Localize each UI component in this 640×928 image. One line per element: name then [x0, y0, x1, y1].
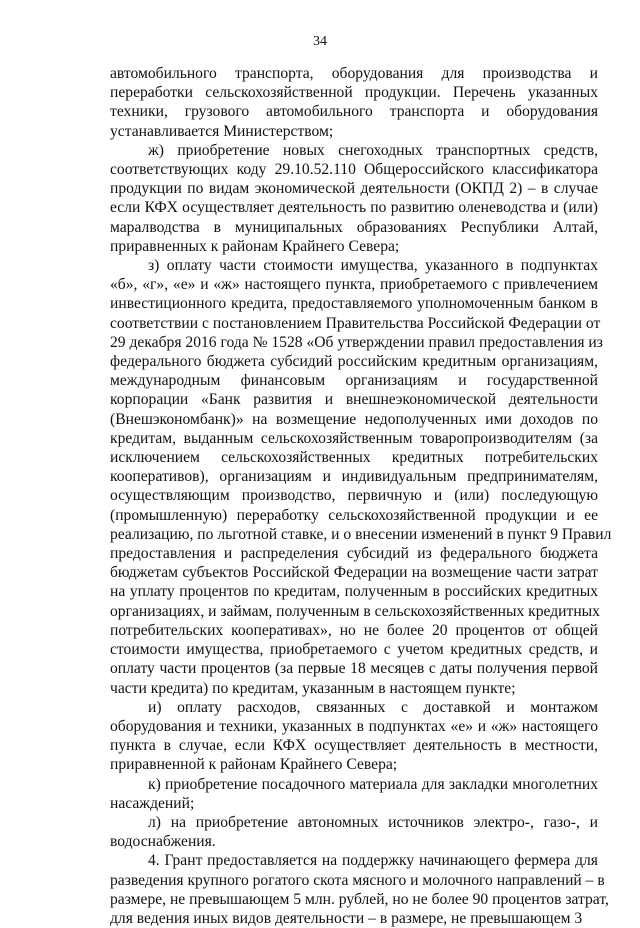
text-line: оборудования и техники, указанных в подпунктах «е» и «ж» настоящего [110, 717, 598, 735]
text-line: ж) приобретение новых снегоходных транспортных средств, [148, 141, 598, 159]
paragraph [110, 851, 609, 928]
text-line: для ведения иных видов деятельности – в размере, не превышающем 3 [110, 909, 583, 927]
text-line: техники, грузового автомобильного транспорта и оборудования [110, 103, 598, 121]
text-line: 29 декабря 2016 года № 1528 «Об утверждении правил предоставления из [110, 333, 603, 351]
document-body [110, 64, 612, 928]
paragraph [110, 64, 598, 141]
text-line: разведения крупного рогатого скота мясного и молочного направлений – в [110, 871, 605, 889]
text-line: (промышленную) переработку сельскохозяйственной продукции и ее [110, 506, 598, 524]
text-line: на уплату процентов по кредитам, полученным в российских кредитных [110, 583, 598, 601]
text-line: з) оплату части стоимости имущества, указанного в подпунктах [148, 257, 598, 275]
text-line: приравненных к районам Крайнего Севера; [110, 237, 400, 255]
text-line: если КФХ осуществляет деятельность по развитию оленеводства и (или) [110, 199, 598, 217]
text-line: соответствующих коду 29.10.52.110 Общероссийского классификатора [110, 161, 598, 179]
text-line: и) оплату расходов, связанных с доставкой и монтажом [148, 698, 598, 716]
text-line: насаждений; [110, 794, 195, 812]
text-line: соответствии с постановлением Правительства Российской Федерации от [110, 314, 601, 332]
text-line: международным финансовым организациям и государственной [110, 372, 598, 390]
text-line: л) на приобретение автономных источников электро-, газо-, и [148, 813, 598, 831]
text-line: пункта в случае, если КФХ осуществляет деятельность в местности, [110, 737, 598, 755]
paragraph [110, 141, 598, 256]
text-line: продукции по видам экономической деятельности (ОКПД 2) – в случае [110, 180, 598, 198]
text-line: 4. Грант предоставляется на поддержку начинающего фермера для [148, 852, 598, 870]
text-line: части кредита) по кредитам, указанным в настоящем пункте; [110, 679, 516, 697]
text-line: переработки сельскохозяйственной продукции. Перечень указанных [110, 84, 598, 102]
paragraph [110, 813, 598, 851]
text-line: инвестиционного кредита, предоставляемого уполномоченным банком в [110, 295, 598, 313]
text-line: водоснабжения. [110, 833, 216, 851]
text-line: устанавливается Министерством; [110, 122, 334, 140]
paragraph [110, 256, 612, 698]
text-line: потребительских кооперативах», но не более 20 процентов от общей [110, 621, 598, 639]
text-line: оплату части процентов (за первые 18 месяцев с даты получения первой [110, 660, 598, 678]
text-line: (Внешэкономбанк)» на возмещение недополученных ими доходов по [110, 410, 598, 428]
text-line: корпорации «Банк развития и внешнеэкономической деятельности [110, 391, 598, 409]
text-line: маралводства в муниципальных образованиях Республики Алтай, [110, 218, 598, 236]
text-line: бюджетам субъектов Российской Федерации на возмещение части затрат [110, 564, 598, 582]
text-line: реализацию, по льготной ставке, и о внесении изменений в пункт 9 Правил [110, 525, 612, 543]
page-number: 34 [313, 34, 327, 49]
text-line: автомобильного транспорта, оборудования для производства и [110, 65, 598, 82]
text-line: к) приобретение посадочного материала для закладки многолетних [148, 775, 598, 793]
text-line: кредитам, выданным сельскохозяйственным товаропроизводителям (за [110, 429, 598, 447]
text-line: исключением сельскохозяйственных кредитных потребительских [110, 449, 598, 467]
text-line: осуществляющим производство, первичную и (или) последующую [110, 487, 598, 505]
text-line: «б», «г», «е» и «ж» настоящего пункта, приобретаемого с привлечением [110, 276, 598, 294]
paragraph [110, 775, 598, 813]
text-line: приравненной к районам Крайнего Севера; [110, 756, 398, 774]
text-line: размере, не превышающем 5 млн. рублей, но не более 90 процентов затрат, [110, 890, 609, 908]
text-line: организациях, и займам, полученным в сельскохозяйственных кредитных [110, 602, 600, 620]
paragraph [110, 698, 598, 775]
text-line: стоимости имущества, приобретаемого с учетом кредитных средств, и [110, 641, 598, 659]
text-line: федерального бюджета субсидий российским кредитным организациям, [110, 353, 598, 371]
text-line: кооперативов), организациям и индивидуальным предпринимателям, [110, 468, 598, 486]
text-line: предоставления и распределения субсидий из федерального бюджета [110, 545, 598, 563]
